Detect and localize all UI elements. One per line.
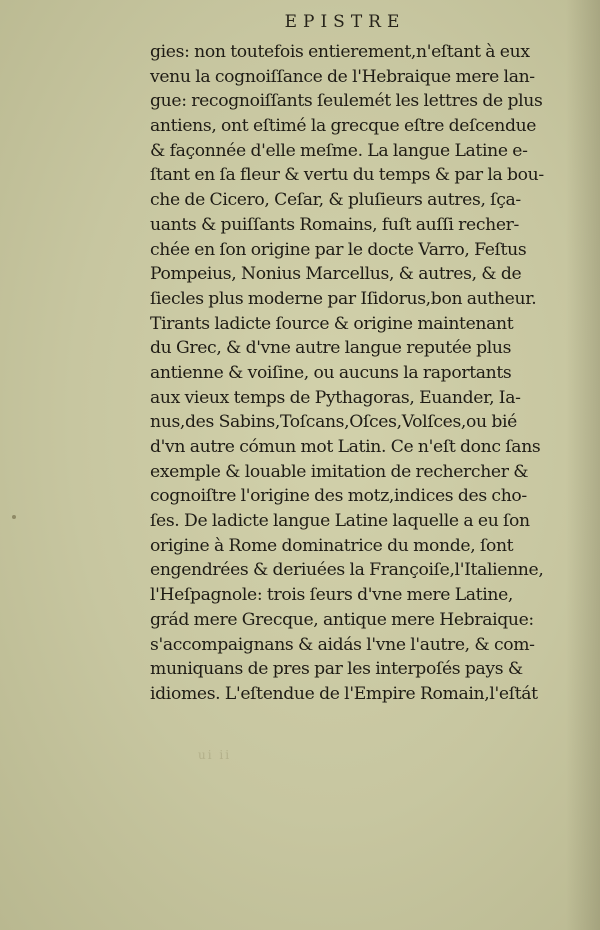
- text-line: Pompeius, Nonius Marcellus, & autres, & de: [150, 264, 522, 285]
- text-line: s'accompaignans & aidás l'vne l'autre, & com-: [150, 634, 535, 655]
- text-line: ſes. De ladicte langue Latine laquelle a eu ſon: [150, 511, 530, 532]
- text-line: & façonnée d'elle meſme. La langue Latine e-: [150, 140, 528, 161]
- running-head: EPISTRE: [284, 12, 406, 32]
- text-line: idiomes. L'eſtendue de l'Empire Romain,l'eſtát: [150, 683, 538, 704]
- text-line: ſtant en ſa fleur & vertu du temps & par la bou-: [150, 165, 544, 186]
- text-line: antienne & voiſine, ou aucuns la raportants: [150, 362, 512, 383]
- text-line: nus,des Sabins,Toſcans,Oſces,Volſces,ou bié: [150, 412, 517, 433]
- text-line: exemple & louable imitation de rechercher &: [150, 461, 529, 482]
- body-text: [150, 40, 570, 707]
- gutter-shadow: [566, 0, 600, 930]
- text-line: cognoiſtre l'origine des motz,indices des cho-: [150, 486, 527, 507]
- text-line: Tirants ladicte ſource & origine maintenant: [150, 313, 514, 334]
- text-line: uants & puiſſants Romains, fuſt auſſi recher-: [150, 214, 519, 235]
- text-line: engendrées & deriuées la Françoiſe,l'Italienne,: [150, 560, 544, 581]
- text-line: venu la cognoiſſance de l'Hebraique mere lan-: [150, 66, 535, 87]
- text-line: d'vn autre cómun mot Latin. Ce n'eſt donc ſans: [150, 437, 541, 457]
- text-line: chée en ſon origine par le docte Varro, Feſtus: [150, 239, 527, 260]
- text-line: gies: non toutefois entierement,n'eſtant à eux: [150, 42, 530, 62]
- paper-speck: [12, 515, 16, 519]
- text-line: ſiecles plus moderne par Iſidorus,bon autheur.: [150, 288, 537, 309]
- text-line: antiens, ont eſtimé la grecque eſtre deſcendue: [150, 116, 537, 137]
- signature-mark: ui ii: [198, 748, 232, 762]
- text-line: muniquans de pres par les interpoſés pays &: [150, 659, 523, 680]
- text-line: l'Heſpagnole: trois ſeurs d'vne mere Latine,: [150, 585, 514, 606]
- text-line: che de Cicero, Ceſar, & pluſieurs autres, ſça-: [150, 190, 521, 211]
- text-line: origine à Rome dominatrice du monde, ſont: [150, 535, 514, 556]
- text-line: grád mere Grecque, antique mere Hebraique:: [150, 609, 534, 630]
- text-line: du Grec, & d'vne autre langue reputée plus: [150, 338, 512, 359]
- text-line: gue: recognoiſſants ſeulemét les lettres de plus: [150, 91, 543, 112]
- text-line: aux vieux temps de Pythagoras, Euander, Ia-: [150, 387, 521, 408]
